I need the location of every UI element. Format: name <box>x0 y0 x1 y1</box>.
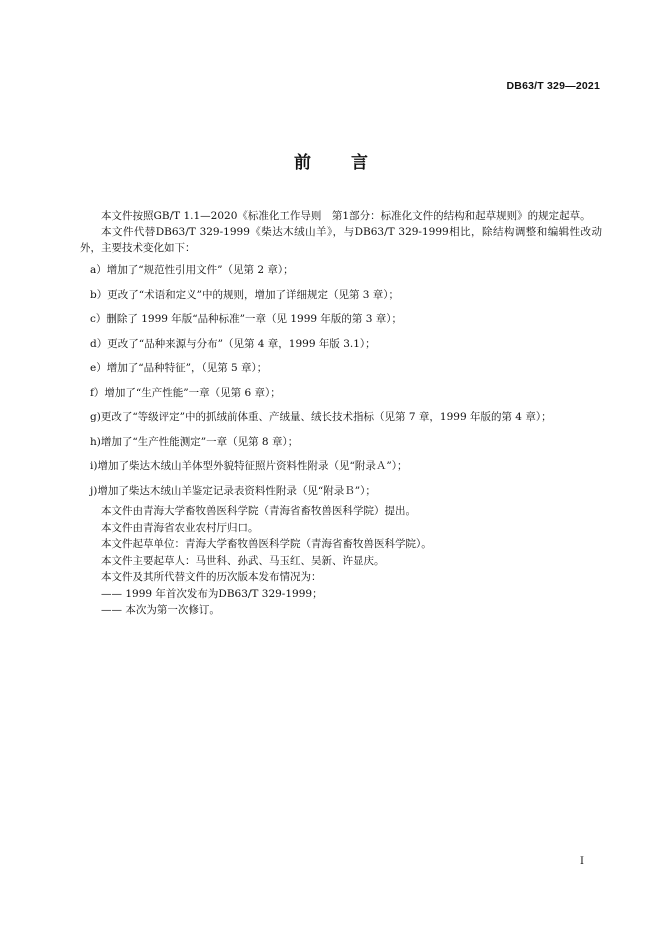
list-item: c）删除了 1999 年版“品种标准”一章（见 1999 年版的第 3 章）； <box>90 313 403 325</box>
closing-line-drafting-unit: 本文件起草单位：青海大学畜牧兽医科学院（青海省畜牧兽医科学院）。 <box>101 538 432 550</box>
list-item: h)增加了“生产性能测定”一章（见第 8 章）； <box>90 435 299 448</box>
list-item: b）更改了“术语和定义”中的规则，增加了详细规定（见第 3 章）； <box>90 288 400 301</box>
closing-line-history-1999: —— 1999 年首次发布为DB63/T 329-1999； <box>101 587 323 600</box>
title-char-2: 言 <box>351 153 368 173</box>
changes-list <box>80 262 602 499</box>
page-number: I <box>580 856 584 867</box>
closing-line-history-current: —— 本次为第一次修订。 <box>101 604 220 616</box>
list-item: f）增加了“生产性能”一章（见第 6 章）； <box>90 386 281 399</box>
closing-line-administrator: 本文件由青海省农业农村厅归口。 <box>101 521 259 534</box>
closing-line-proposer: 本文件由青海大学畜牧兽医科学院（青海省畜牧兽医科学院）提出。 <box>101 505 416 517</box>
intro-paragraph-1: 本文件按照GB/T 1.1—2020《标准化工作导则 第1部分：标准化文件的结构和起草规则》的规定起草。 <box>101 210 591 222</box>
page-title <box>0 148 662 173</box>
closing-section <box>80 503 602 619</box>
list-item: d）更改了“品种来源与分布”（见第 4 章，1999 年版 3.1）； <box>90 337 376 350</box>
list-item: e）增加了“品种特征”，（见第 5 章）； <box>90 362 268 374</box>
document-header-code: DB63/T 329—2021 <box>506 80 600 92</box>
list-item: i)增加了柴达木绒山羊体型外貌特征照片资料性附录（见“附录Ａ”）； <box>90 460 408 472</box>
list-item: g)更改了“等级评定”中的抓绒前体重、产绒量、绒长技术指标（见第 7 章，1999 年版的第 4 章）； <box>90 411 552 423</box>
title-char-1: 前 <box>294 153 311 173</box>
list-item: j)增加了柴达木绒山羊鉴定记录表资料性附录（见“附录Ｂ”）； <box>90 484 376 497</box>
intro-paragraph-2: 本文件代替DB63/T 329-1999《柴达木绒山羊》，与DB63/T 329-1999相比，除结构调整和编辑性改动外，主要技术变化如下： <box>80 226 602 254</box>
list-item: a）增加了“规范性引用文件”（见第 2 章）； <box>90 264 294 276</box>
closing-line-drafters: 本文件主要起草人：马世科、孙武、马玉红、吴新、许显庆。 <box>101 554 385 567</box>
closing-line-history-intro: 本文件及其所代替文件的历次版本发布情况为： <box>101 571 322 583</box>
document-body <box>80 208 602 619</box>
